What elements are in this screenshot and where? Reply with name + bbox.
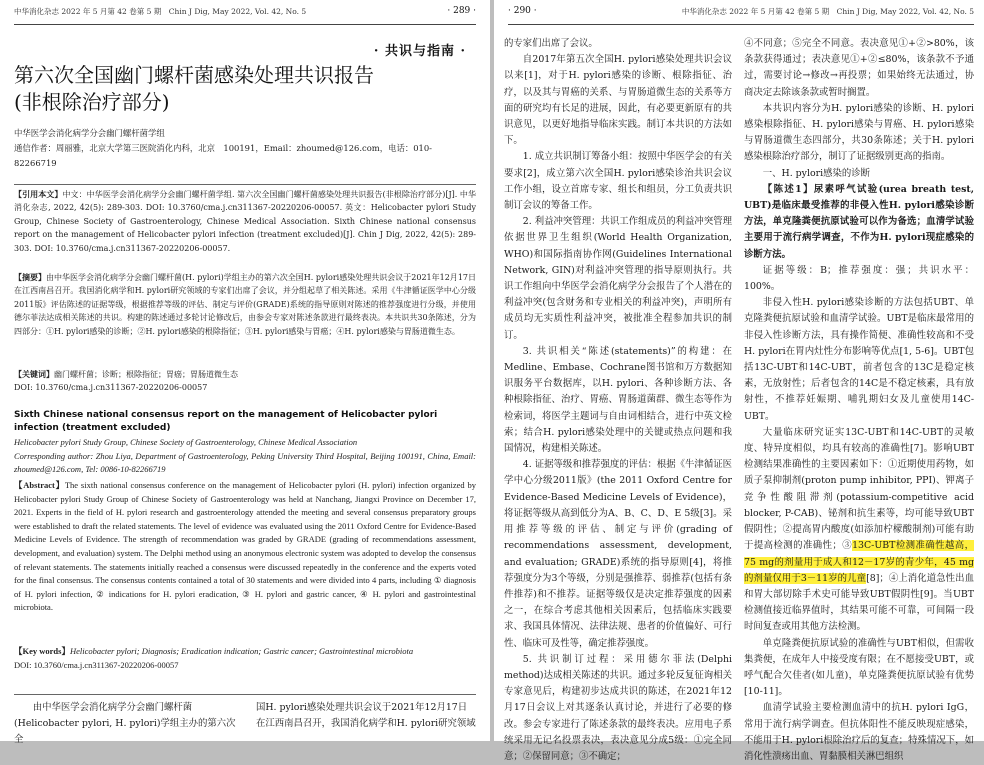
body-paragraph: 国H. pylori感染处理共识会议于2021年12月17日在江西南昌召开，我国消化病学和H. pylori研究领域 [256, 702, 476, 730]
keywords-text: 幽门螺杆菌；诊断；根除指征；胃癌；胃肠道微生态 [54, 370, 238, 379]
keywords-label: 【关键词】 [14, 369, 54, 379]
cite-text: 中文：中华医学会消化病学分会幽门螺杆菌学组. 第六次全国幽门螺杆菌感染处理共识报告(非根除治疗部分)[J]. 中华消化杂志, 2022, 42(5): 289-303. DOI: 10.3760/cma.j.cn311367-20220206-00057. 英文：Helicobacter pylori Study Group, Chinese Society of Gastroenterology, Chinese Medical Association. Sixth Chinese national consensus report on the management of Helicobacter pylori infection (treatment excluded)[J]. Chin J Dig, 2022, 42(5): 289-303. DOI: 10.3760/cma.j.cn311367-20220206-00057. [14, 190, 477, 253]
text-column-1 [504, 36, 732, 762]
english-affiliation [14, 436, 476, 477]
authors: 中华医学会消化病学分会幽门螺杆菌学组 [14, 128, 165, 138]
paragraph-text: [8]；④上消化道急性出血和胃大部切除手术史可能导致UBT假阴性[9]。当UBT检测值接近临界值时，其结果可能不可靠，可间隔一段时间复查或用其他方法检测。 [744, 572, 974, 633]
header-rule [508, 24, 974, 25]
paragraph: 5. 共识制订过程：采用德尔菲法(Delphi method)达成相关陈述的共识。通过多轮反复征询相关专家意见后，构建初步达成共识的陈述，在2021年12月17日会议上对其逐条认真讨论，并进行了必要的修改。参会专家进行了陈述条款的最终表决。应用电子系统采用无记名投票表决，表决意见分成5级：①完全同意；②保留同意；③不确定； [504, 653, 732, 762]
english-abstract-label: 【Abstract】 [14, 480, 65, 490]
statement-1: 【陈述1】尿素呼气试验(urea breath test, UBT)是临床最受推荐的非侵入性H. pylori感染诊断方法，单克隆粪便抗原试验可以作为备选；血清学试验主要用于流行病学调查，不作为H. pylori现症感染的诊断方法。 [744, 183, 974, 260]
separator [14, 184, 476, 185]
section-heading: 一、H. pylori感染的诊断 [762, 167, 870, 179]
abstract-block [14, 271, 476, 338]
right-page [494, 0, 984, 762]
paragraph: 1. 成立共识制订筹备小组：按照中华医学会的有关要求[2]，成立第六次全国H. pylori感染诊治共识会议工作小组，设立首席专家、组长和组员，分工负责共识制订会议的筹备工作。 [504, 151, 732, 212]
english-doi: DOI: 10.3760/cma.j.cn311367-20220206-00057 [14, 659, 179, 670]
english-keywords-text: Helicobacter pylori; Diagnosis; Eradication indication; Gastric cancer; Gastrointestinal microbiota [69, 646, 414, 656]
abstract-text: 由中华医学会消化病学分会幽门螺杆菌(H. pylori)学组主办的第六次全国H. pylori感染处理共识会议于2021年12月17日在江西南昌召开。我国消化病学和H. pylori研究领域的专家们出席了会议，并分组起草了相关陈述。采用《牛津循证医学中心分级2011版》评估陈述的证据等级，根据推荐等级的评估、制定与评价(GRADE)系统的指导原则对陈述的推荐强度进行分级，并使用德尔菲法达成相关陈述的共识。构建的陈述通过多轮讨论修改后，由参会专家对陈述条款进行最终表决。本共识共30条陈述，分为四部分：①H. pylori感染的诊断；②H. pylori感染的根除指征；③H. pylori感染与胃癌；④H. pylori感染与胃肠道微生态。 [14, 273, 476, 336]
body-column-left [14, 700, 240, 749]
author-block [14, 126, 454, 171]
paragraph: 单克隆粪便抗原试验的准确性与UBT相似，但需收集粪便，在成年人中接受度有限；在不愿接受UBT，或呼气配合欠佳者(如儿童)，单克隆粪便抗原试验有优势[10-11]。 [744, 637, 974, 698]
body-paragraph: 由中华医学会消化病学分会幽门螺杆菌(Helicobacter pylori, H. pylori)学组主办的第六次全 [14, 702, 236, 746]
english-keywords-label: 【Key words】 [14, 646, 70, 656]
paper-title [14, 62, 474, 116]
paragraph: ④不同意；⑤完全不同意。表决意见①+②>80%，该条款获得通过；表决意见①+②≤80%，该条款不予通过，需要讨论→修改→再投票；如果始终无法通过，协商决定去除该条款或暂时搁置。 [744, 38, 974, 98]
separator-bottom [14, 694, 476, 695]
paragraph-text: 大量临床研究证实13C-UBT和14C-UBT的灵敏度、特异度相似，均具有较高的准确性[7]。影响UBT检测结果准确性的主要因素如下：①近期使用药物，如质子泵抑制剂(proton pump inhibitor, PPI)、钾离子竞争性酸阻滞剂(potassium-competitive acid blocker, P-CAB)、铋剂和抗生素等，均可能导致UBT假阴性；②提高胃内酸度(如添加柠檬酸制剂)可能有助于提高检测的准确性；③ [744, 426, 974, 552]
text-column-2 [744, 36, 974, 762]
paragraph: 4. 证据等级和推荐强度的评估：根据《牛津循证医学中心分级2011版》(the 2011 Oxford Centre for Evidence-Based Medicine Levels of Evidence)，将证据等级从高到低分为A、B、C、D、E 5级[3]。采用推荐等级的评估、制定与评价(grading of recommendations assessment, development, and evaluation; GRADE)系统的指导原则[4]，将推荐强度分为3个等级，分别是强推荐、弱推荐(包括有条件推荐)和不推荐。证据等级仅是决定推荐强度的因素之一，在综合考虑其他相关因素后，包括临床实践要求、我国具体情况、法律法规、患者的价值偏好、可行性、临床可及性等，确定推荐强度。 [504, 459, 732, 649]
body-column-right [256, 700, 476, 732]
left-page [0, 0, 490, 746]
running-head: 中华消化杂志 2022 年 5 月第 42 卷第 5 期 Chin J Dig, May 2022, Vol. 42, No. 5 [681, 7, 974, 16]
english-abstract-text: The sixth national consensus conference on the management of Helicobacter pylori (H. pylori) infection organized by Helicobacter pylori Study Group of Chinese Society of Gastroenterology was held at Nanchang, Jiangxi Province on December 17, 2021. Experts in the field of H. pylori research and gastroenterology attended the meeting and several consensus preparatory groups were established to draft the related statements. The level of evidence was evaluated using the 2011 Oxford Centre for Evidence-Based Medicine Levels of Evidence. The strength of recommendation was graded by GRADE (grading of recommendations assessment, development, and evaluation) system. The Delphi method using an anonymous electronic system was adopted to develop the consensus of relevant statements. The statements initially reached a consensus were discussed repeatedly in the conference and the experts voted for the final consensus. The consensus contents contained a total of 30 statements and were divided into 4 parts, including ① diagnosis of H. pylori infection, ② indications for H. pylori eradication, ③ H. pylori and gastric cancer, ④ H. pylori and gastrointestinal microbiota. [14, 480, 476, 613]
title-line-1: 第六次全国幽门螺杆菌感染处理共识报告 [14, 63, 374, 87]
paragraph [744, 425, 974, 636]
title-line-2: (非根除治疗部分) [14, 90, 170, 114]
cite-label: 【引用本文】 [14, 189, 63, 199]
english-group: Helicobacter pylori Study Group, Chinese Society of Gastroenterology, Chinese Medical Association [14, 437, 358, 447]
header-rule [14, 24, 476, 25]
paragraph: 血清学试验主要检测血清中的抗H. pylori IgG，常用于流行病学调查。但抗体阳性不能反映现症感染，不能用于H. pylori根除治疗后的复查；特殊情况下，如消化性溃疡出血、胃黏膜相关淋巴组织 [744, 702, 974, 762]
english-abstract [14, 479, 476, 615]
paragraph: 非侵入性H. pylori感染诊断的方法包括UBT、单克隆粪便抗原试验和血清学试验。UBT是临床最常用的非侵入性诊断方法，具有操作简便、准确性较高和不受H. pylori在胃内灶性分布影响等优点[1, 5-6]。UBT包括13C-UBT和14C-UBT，前者包含的13C是稳定核素，无放射性；后者包含的14C是不稳定核素，具有放射性，不推荐妊娠期、哺乳期妇女及儿童使用14C-UBT。 [744, 297, 974, 422]
abstract-label: 【摘要】 [14, 272, 47, 282]
paragraph: 2. 利益冲突管理：共识工作组成员的利益冲突管理依据世界卫生组织(World Health Organization, WHO)和国际指南协作网(Guidelines International Network, GIN)对利益冲突管理的指导原则执行。共识工作组向中华医学会消化病学分会报告了个人潜在的利益冲突(包含财务和专业相关的利益冲突)，声明所有成员均无实质性利益冲突，被批准全程参加共识的制订。 [504, 216, 732, 341]
running-head: 中华消化杂志 2022 年 5 月第 42 卷第 5 期 Chin J Dig, May 2022, Vol. 42, No. 5 [14, 7, 307, 16]
highlighted-text: 13C-UBT检测准确性越高，75 mg的剂量用于成人和12－17岁的青少年，45 mg的剂量仅用于3－11岁的儿童 [744, 540, 974, 584]
evidence-line: 证据等级：B；推荐强度：强；共识水平：100%。 [744, 264, 974, 293]
paragraph: 3. 共识相关“陈述(statements)”的构建：在Medline、Embase、Cochrane图书馆和万方数据知识服务平台数据库，以H. pylori、各种诊断方法、各种根除指征、治疗、胃癌、胃肠道菌群、微生态等作为检索词，将医学主题词与自由词相结合，进行中英文检索；结合H. pylori感染处理中的关键或热点问题和我国情况，构建相关陈述。 [504, 345, 732, 455]
page-number: · 289 · [447, 6, 476, 16]
citation-block [14, 188, 476, 255]
correspondence: 通信作者：周丽雅，北京大学第三医院消化内科，北京 100191，Email：zhoumed@126.com，电话：010-82266719 [14, 143, 433, 168]
section-tag: · 共识与指南 · [373, 44, 466, 59]
paragraph: 本共识内容分为H. pylori感染的诊断、H. pylori感染根除指征、H. pylori感染与胃癌、H. pylori感染与胃肠道微生态四部分，共30条陈述；关于H. pylori感染根除治疗部分，制订了证据级别更高的指南。 [744, 102, 974, 163]
english-correspondence: Corresponding author: Zhou Liya, Department of Gastroenterology, Peking University Third Hospital, Beijing 100191, China, Email: zhoumed@126.com, Tel: 0086-10-82266719 [14, 450, 476, 475]
page-number: · 290 · [508, 6, 537, 16]
paragraph: 的专家们出席了会议。 [504, 38, 598, 49]
english-keywords [14, 645, 476, 672]
english-title: Sixth Chinese national consensus report on the management of Helicobacter pylori infection (treatment excluded) [14, 410, 438, 433]
keywords-block [14, 368, 476, 395]
doi: DOI: 10.3760/cma.j.cn311367-20220206-00057 [14, 383, 208, 393]
paragraph: 自2017年第五次全国H. pylori感染处理共识会议以来[1]，对于H. pylori感染的诊断、根除指征、治疗，以及其与胃癌的关系、与胃肠道微生态的关系等方面的研究均有长足的进展，因此，有必要更新原有的共识意见，以更好地指导临床实践。制订本共识的方法如下。 [504, 54, 732, 147]
